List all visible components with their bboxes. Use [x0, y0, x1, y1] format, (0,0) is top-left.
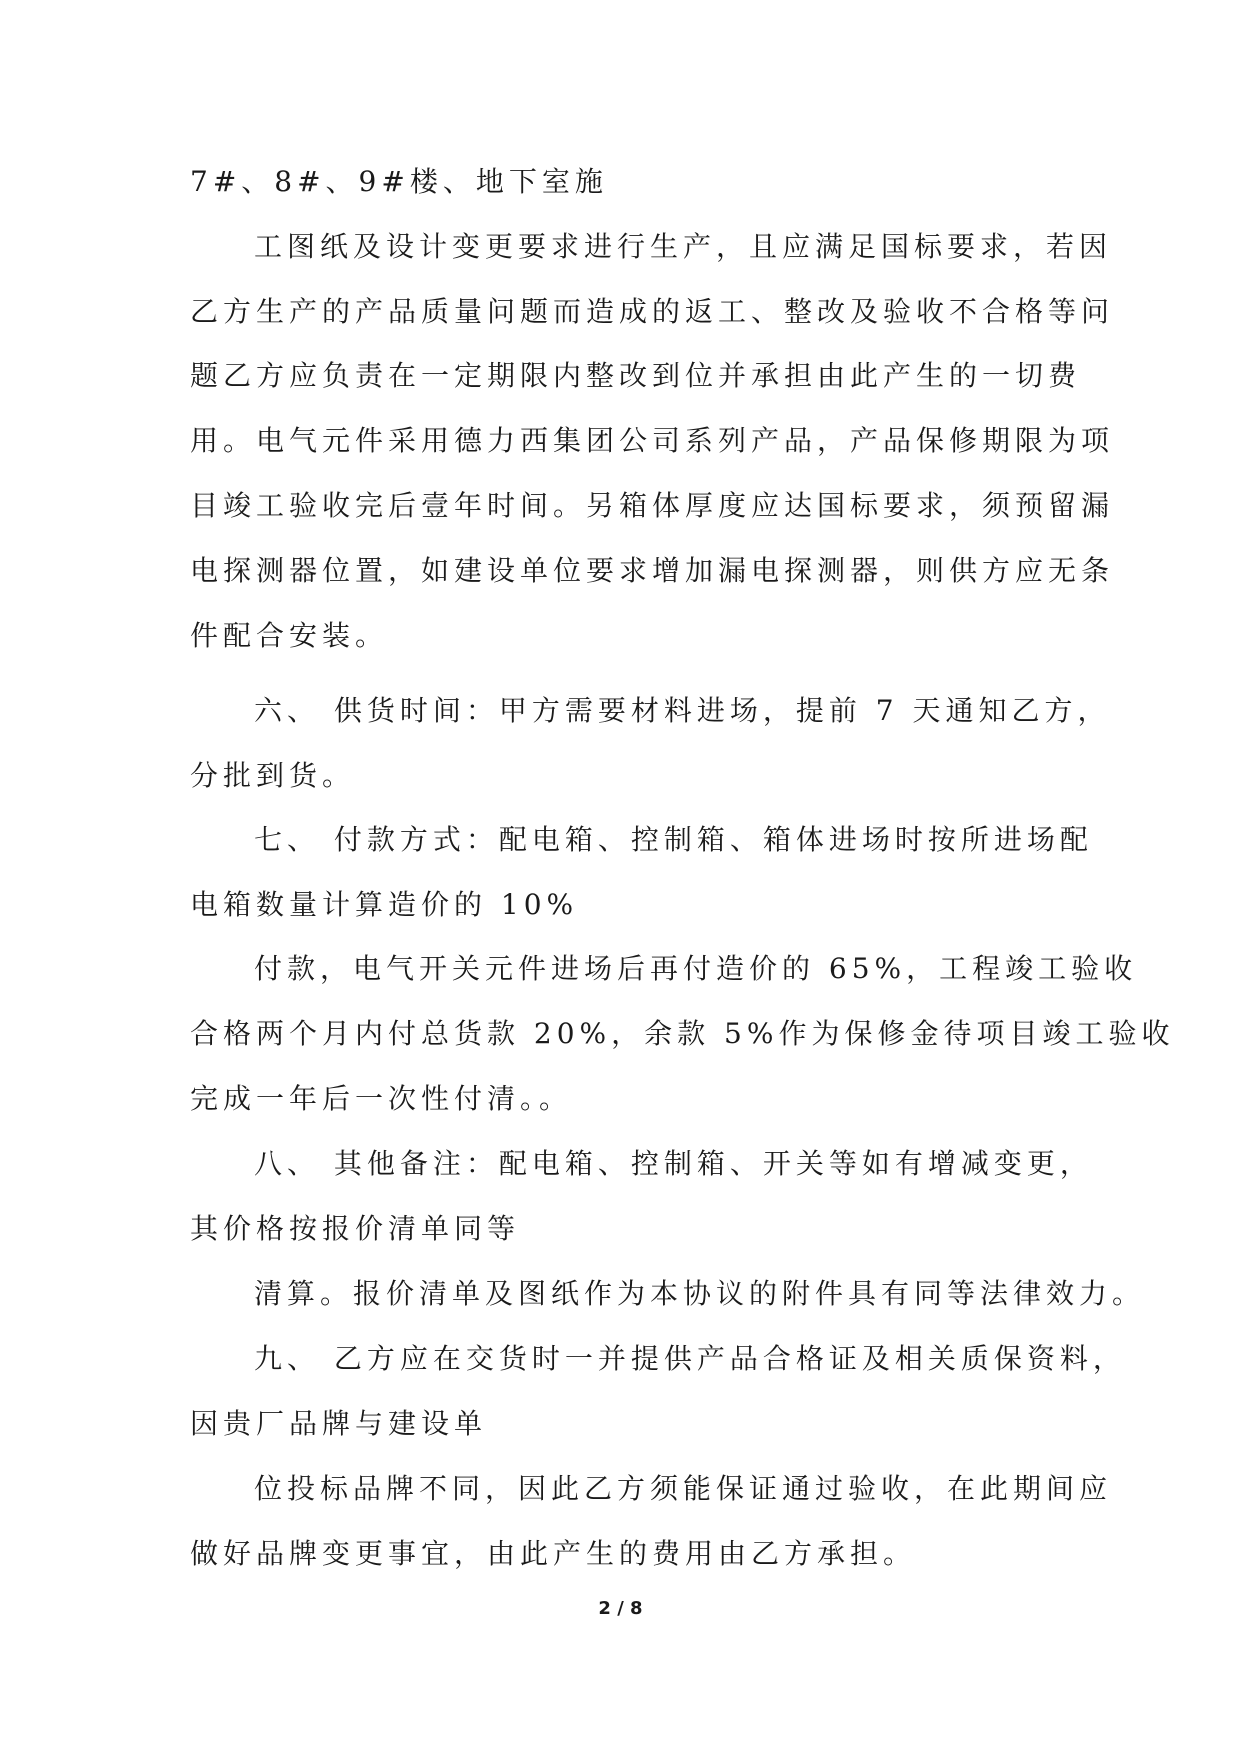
text-line: 分批到货。	[190, 759, 356, 792]
text-line: 其价格按报价清单同等	[190, 1212, 521, 1245]
text-line: 题乙方应负责在一定期限内整改到位并承担由此产生的一切费	[190, 359, 1082, 392]
section-heading-notes: 八、 其他备注：配电箱、控制箱、开关等如有增减变更，	[254, 1147, 1093, 1180]
text-line: 乙方生产的产品质量问题而造成的返工、整改及验收不合格等问	[190, 295, 1115, 328]
text-line: 付款，电气开关元件进场后再付造价的 65%，工程竣工验收	[254, 952, 1138, 985]
text-line: 用。电气元件采用德力西集团公司系列产品，产品保修期限为项	[190, 424, 1115, 457]
section-heading-payment: 七、 付款方式：配电箱、控制箱、箱体进场时按所进场配	[254, 823, 1093, 856]
text-line: 做好品牌变更事宜，由此产生的费用由乙方承担。	[190, 1537, 917, 1570]
section-heading-certificates: 九、 乙方应在交货时一并提供产品合格证及相关质保资料，	[254, 1342, 1126, 1375]
text-line: 工图纸及设计变更要求进行生产，且应满足国标要求，若因	[254, 230, 1113, 263]
text-line: 完成一年后一次性付清。。	[190, 1082, 573, 1115]
text-line: 件配合安装。	[190, 619, 389, 652]
text-line: 目竣工验收完后壹年时间。另箱体厚度应达国标要求，须预留漏	[190, 489, 1115, 522]
text-line: 位投标品牌不同，因此乙方须能保证通过验收，在此期间应	[254, 1472, 1113, 1505]
text-line: 因贵厂品牌与建设单	[190, 1407, 488, 1440]
text-line: 清算。报价清单及图纸作为本协议的附件具有同等法律效力。	[254, 1277, 1146, 1310]
page-number: 2 / 8	[598, 1598, 643, 1619]
text-line: 电箱数量计算造价的 10%	[190, 888, 579, 921]
text-line: 电探测器位置，如建设单位要求增加漏电探测器，则供方应无条	[190, 554, 1115, 587]
section-heading-supply: 六、 供货时间：甲方需要材料进场，提前 7 天通知乙方，	[254, 694, 1111, 727]
text-line: 7#、8#、9#楼、地下室施	[190, 165, 608, 198]
text-line: 合格两个月内付总货款 20%，余款 5%作为保修金待项目竣工验收	[190, 1017, 1175, 1050]
